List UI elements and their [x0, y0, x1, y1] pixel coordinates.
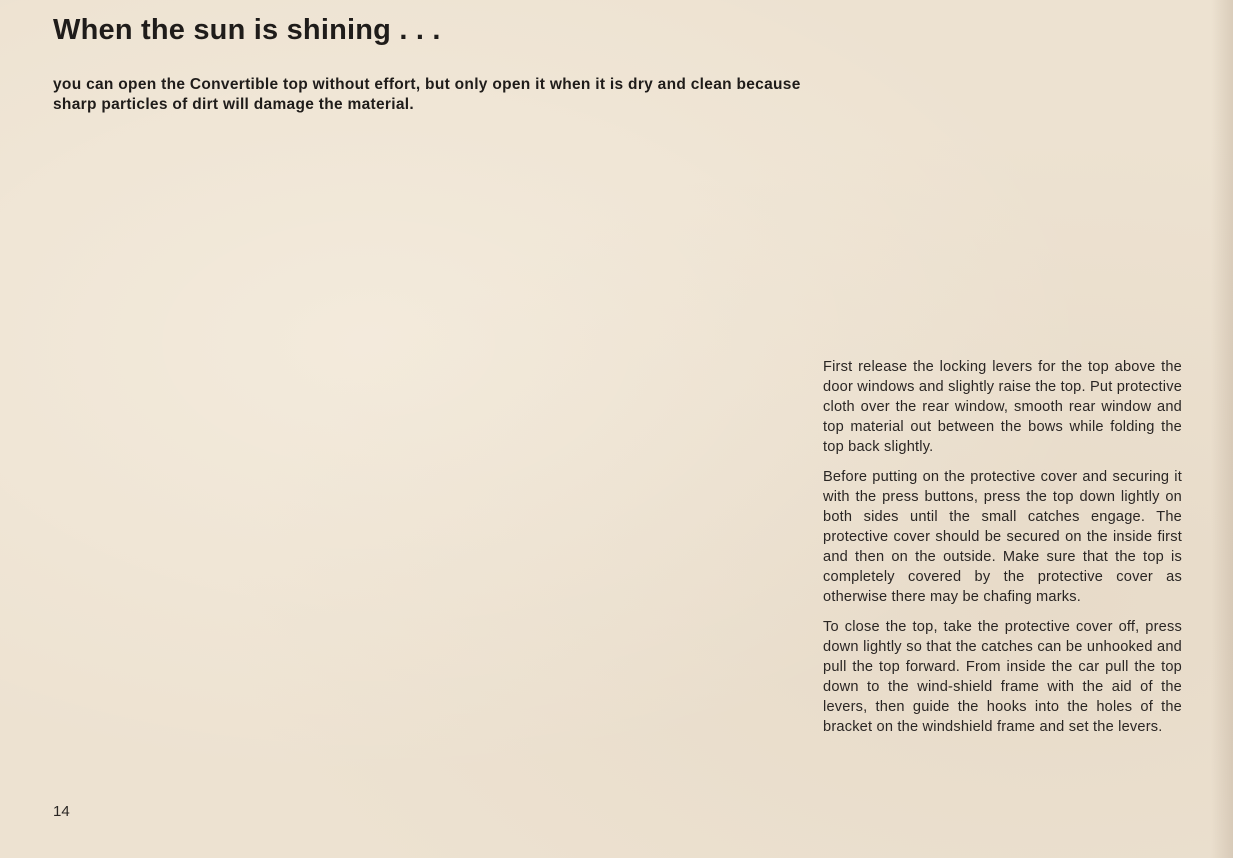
paragraph-release-levers: First release the locking levers for the top above the door windows and slightly raise the top. Put protective cloth over the rear window, smooth rear window and top material out between the bows while folding the top back slightly. [823, 359, 1183, 455]
instructions-column [823, 357, 1182, 747]
page-heading: When the sun is shining . . . [53, 14, 441, 46]
paragraph-protective-cover: Before putting on the protective cover and securing it with the press buttons, press the top down lightly on both sides until the small catches engage. The protective cover should be secured on the inside first and then on the outside. Make sure that the top is completely covered by the protective cover as otherwise there may be chafing marks. [823, 469, 1182, 605]
page-number: 14 [53, 803, 70, 820]
intro-text: you can open the Convertible top without effort, but only open it when it is dry and clean because sharp particles of dirt will damage the material. [53, 76, 801, 113]
page-edge-shadow [1211, 0, 1233, 858]
paragraph-close-top: To close the top, take the protective cover off, press down lightly so that the catches can be unhooked and pull the top forward. From inside the car pull the top down to the wind-shield frame with the aid of the levers, then guide the hooks into the holes of the bracket on the windshield frame and set the levers. [823, 619, 1182, 735]
